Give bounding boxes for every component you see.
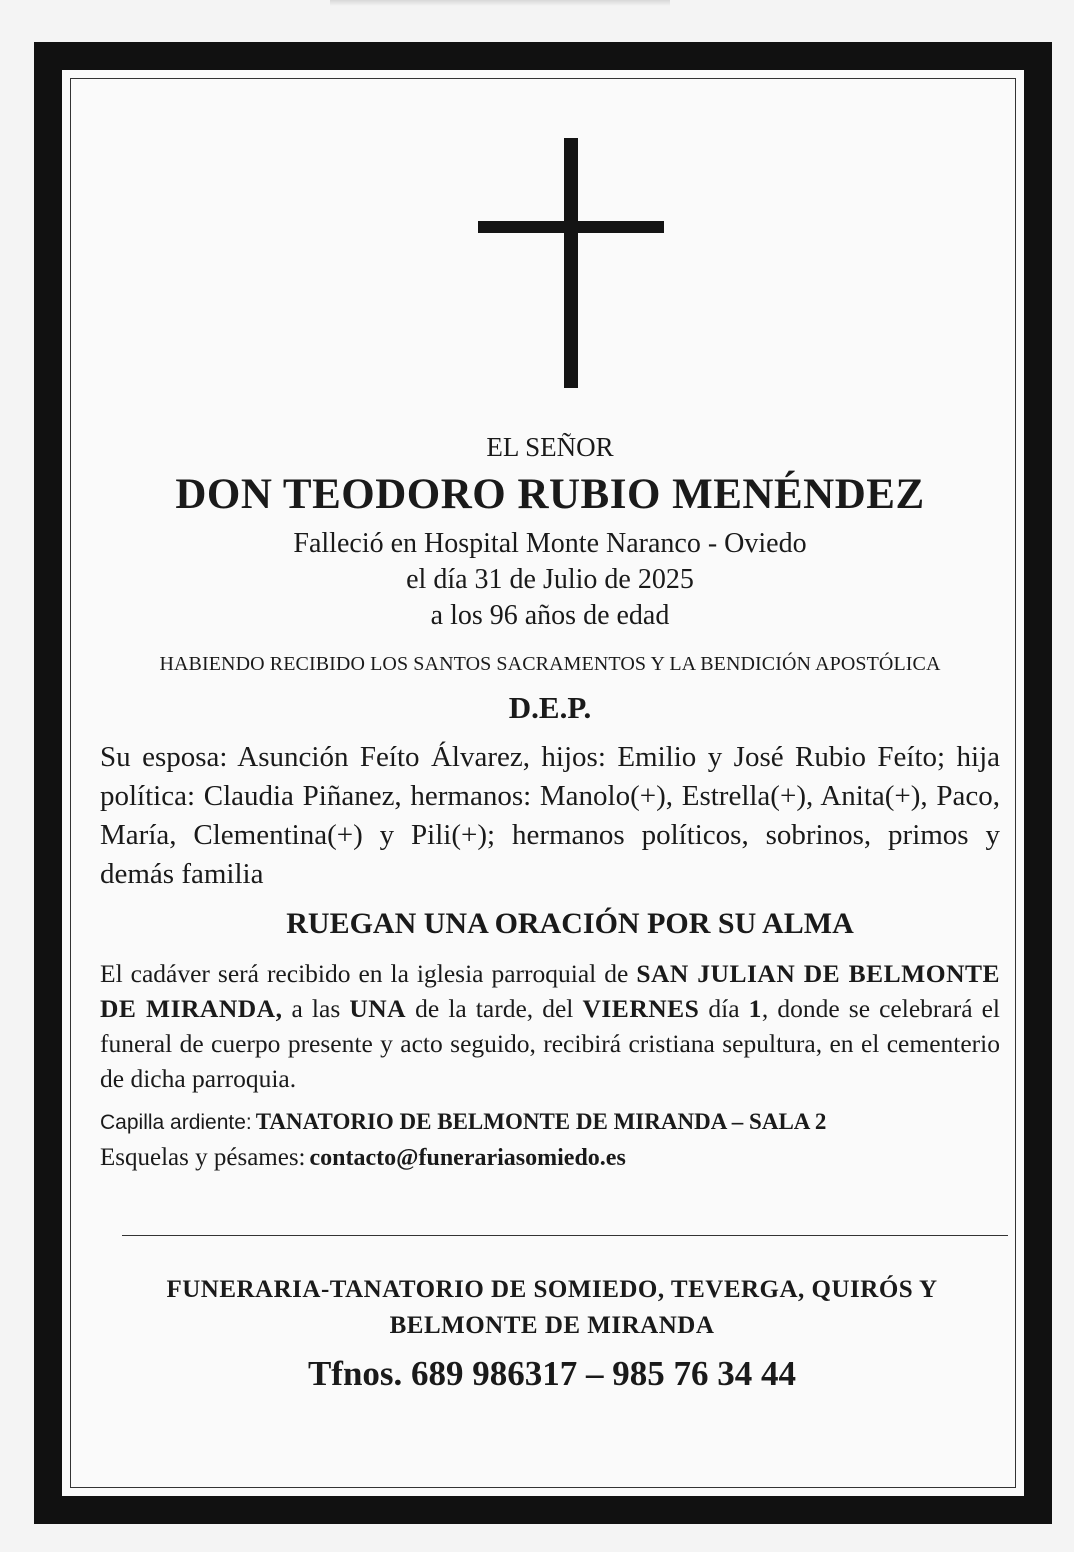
age-at-death: a los 96 años de edad [430,600,670,631]
funeral-hour: UNA [349,994,407,1023]
company-name-line-2: BELMONTE DE MIRANDA [389,1312,715,1339]
company-name-line-1: FUNERARIA-TANATORIO DE SOMIEDO, TEVERGA, QUIRÓS Y [166,1276,938,1303]
cross-horizontal-bar [478,221,664,233]
funeral-home-footer [102,1272,1002,1396]
death-date: el día 31 de Julio de 2025 [406,564,694,595]
family-list: Su esposa: Asunción Feíto Álvarez, hijos: Emilio y José Rubio Feíto; hija política: Claudia Piñanez, hermanos: Manolo(+), Estrella(+), Anita(+), Paco, María, Clementina(+) y Pili(+); hermanos políticos, sobrinos, primos y demás familia [100,741,1000,890]
funeral-text-4: día [699,994,749,1023]
funeral-details [100,956,1000,1096]
funeral-text-1: El cadáver será recibido en la iglesia parroquial de [100,959,637,988]
chapel-line [100,1106,1000,1141]
rip-abbreviation: D.E.P. [508,690,592,725]
notice-body [100,430,1000,1178]
death-place: Falleció en Hospital Monte Naranco - Oviedo [293,528,807,559]
cross-vertical-bar [564,138,578,388]
funeral-weekday: VIERNES [582,994,700,1023]
condolences-label: Esquelas y pésames: [100,1144,306,1171]
funeral-text-3: de la tarde, del [406,994,583,1023]
condolences-email: contacto@funerariasomiedo.es [309,1145,626,1171]
condolences-line [100,1141,1000,1178]
funeral-text-2: a las [282,994,350,1023]
phone-numbers: Tfnos. 689 986317 – 985 76 34 44 [307,1354,797,1393]
prayer-request: RUEGAN UNA ORACIÓN POR SU ALMA [286,907,854,940]
latin-cross-icon [478,138,664,390]
chapel-value: TANATORIO DE BELMONTE DE MIRANDA – SALA 2 [255,1109,827,1134]
chapel-label: Capilla ardiente: [100,1111,252,1134]
honorific-title: EL SEÑOR [486,432,614,462]
funeral-church: SAN JULIAN DE BELMONTE DE MIRANDA, [100,959,1000,1023]
deceased-name: DON TEODORO RUBIO MENÉNDEZ [175,471,925,518]
footer-divider [122,1235,1008,1236]
funeral-text-5: , donde se celebrará el funeral de cuerpo presente y acto seguido, recibirá cristiana sepultura, en el cementerio de dicha parroquia. [100,994,1000,1093]
funeral-day-number: 1 [748,994,762,1023]
mourning-border-frame [34,42,1052,1524]
sacraments-line: HABIENDO RECIBIDO LOS SANTOS SACRAMENTOS Y LA BENDICIÓN APOSTÓLICA [159,653,941,675]
page-top-shadow [330,0,670,6]
